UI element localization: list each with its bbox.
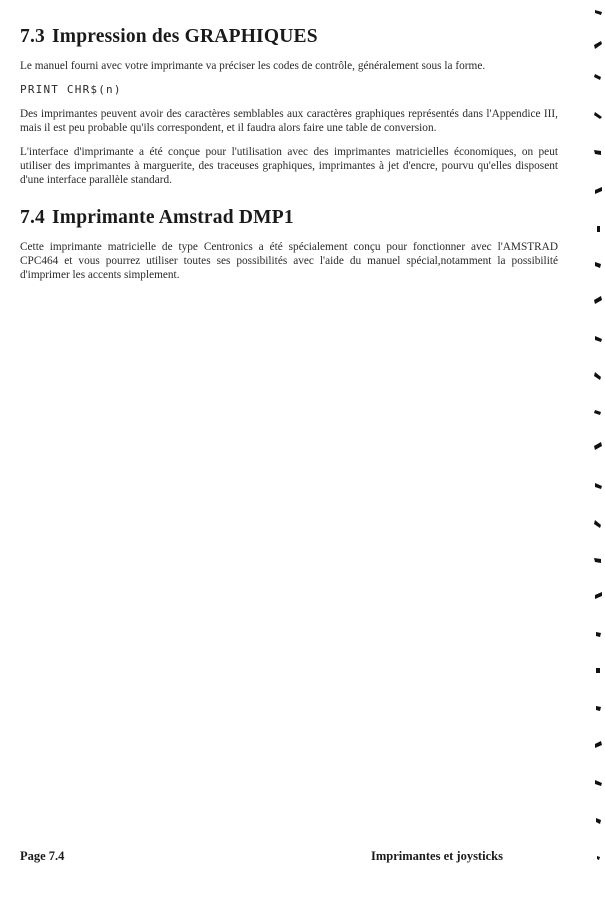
section-7-4 [20, 207, 558, 282]
section-title: Impression des GRAPHIQUES [51, 26, 318, 47]
section-number: 7.4 [20, 207, 45, 228]
section-7-3 [20, 26, 558, 187]
page-number: Page 7.4 [20, 849, 65, 863]
code-line: PRINT CHR$(n) [20, 83, 122, 96]
section-heading-7-4 [20, 207, 558, 229]
paragraph-dmp1: Cette imprimante matricielle de type Centronics a été spécialement conçu pour fonctionner avec l'AMSTRAD CPC464 et vous pourrez utiliser toutes ses possibilités avec l'aide du manuel spécial,notamment la possibilité d'imprimer les accents simplement. [20, 241, 558, 281]
paragraph-graphic-characters: Des imprimantes peuvent avoir des caractères semblables aux caractères graphiques représentés dans l'Appendice III, mais il est peu probable qu'ils correspondent, et il faudra alors faire une table de conversion. [20, 108, 558, 134]
paragraph-control-codes: Le manuel fourni avec votre imprimante va préciser les codes de contrôle, généralement sous la forme. [20, 60, 486, 72]
page-content [20, 26, 558, 292]
paragraph-printer-interface: L'interface d'imprimante a été conçue pour l'utilisation avec des imprimantes matricielles économiques, on peut utiliser des imprimantes à marguerite, des traceuses graphiques, imprimantes à jet d'encre, pourvu qu'elles disposent d'une interface parallèle standard. [20, 146, 558, 186]
chapter-title: Imprimantes et joysticks [371, 849, 503, 863]
section-title: Imprimante Amstrad DMP1 [51, 207, 294, 228]
section-heading-7-3 [20, 26, 558, 48]
binding-edge-marks [592, 0, 605, 900]
section-number: 7.3 [20, 26, 45, 47]
